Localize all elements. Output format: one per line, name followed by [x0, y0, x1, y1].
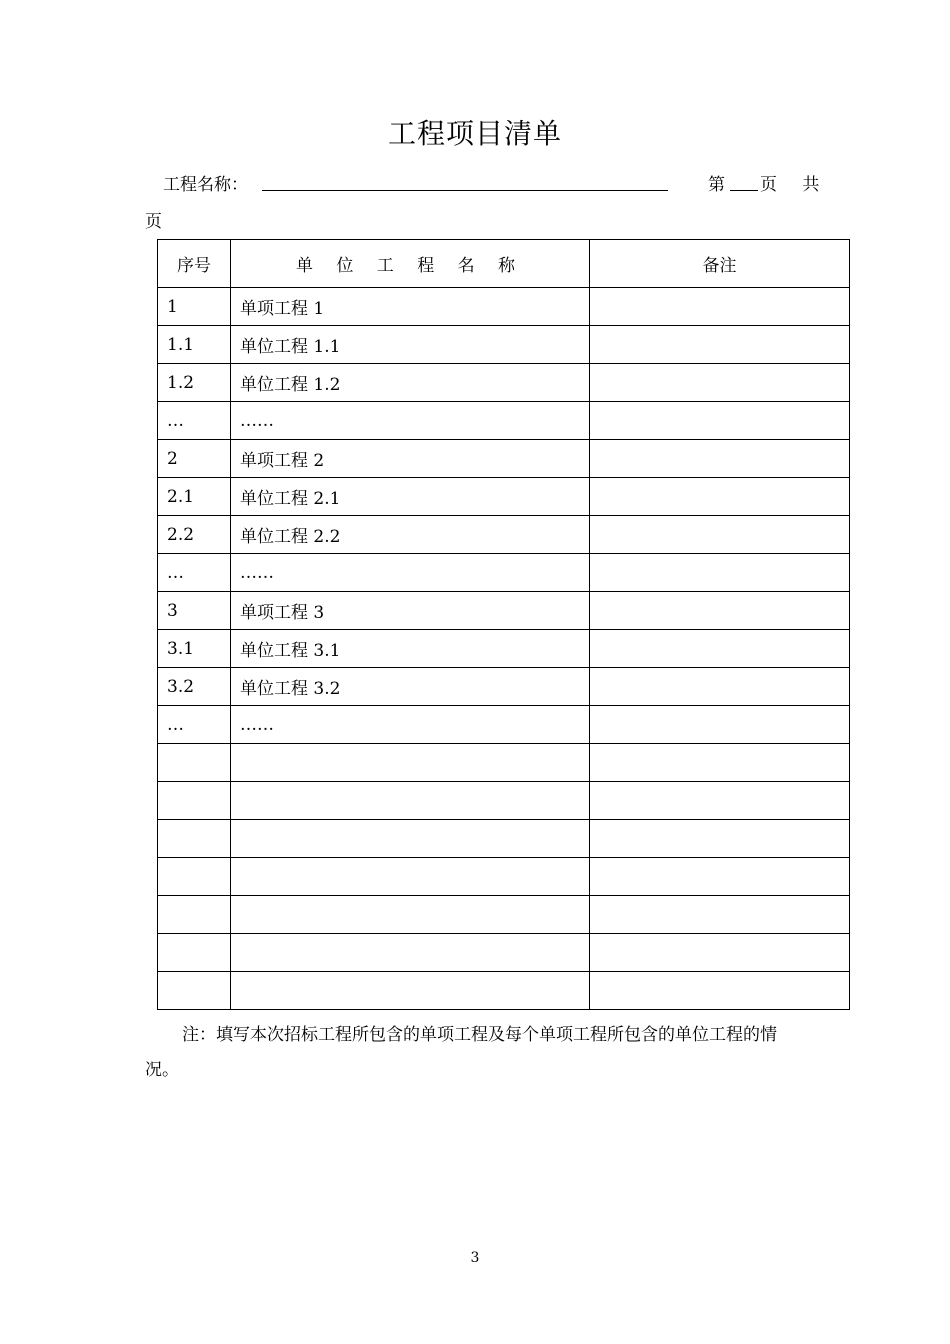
- cell-remarks[interactable]: [590, 364, 850, 402]
- cell-serial[interactable]: …: [158, 402, 231, 440]
- document-title: 工程项目清单: [387, 117, 562, 150]
- page-label-ye-gong: 页 共: [760, 175, 830, 195]
- cell-unit-name[interactable]: 单位工程 2.2: [231, 516, 590, 554]
- header-serial: 序号: [158, 240, 231, 288]
- table-row: [158, 478, 850, 516]
- cell-unit-name[interactable]: 单位工程 2.1: [231, 478, 590, 516]
- header-remarks: 备注: [590, 240, 850, 288]
- table-row: [158, 934, 850, 972]
- cell-serial[interactable]: [158, 858, 231, 896]
- table-row: [158, 554, 850, 592]
- cell-remarks[interactable]: [590, 554, 850, 592]
- cell-unit-name[interactable]: ……: [231, 554, 590, 592]
- table-row: [158, 858, 850, 896]
- table-row: [158, 706, 850, 744]
- page-number: 3: [470, 1250, 480, 1266]
- note-text: 注：填写本次招标工程所包含的单项工程及每个单项工程所包含的单位工程的情况。: [145, 1025, 777, 1080]
- table-row: [158, 516, 850, 554]
- cell-remarks[interactable]: [590, 440, 850, 478]
- cell-serial[interactable]: 3: [158, 592, 231, 630]
- cell-unit-name[interactable]: [231, 782, 590, 820]
- cell-remarks[interactable]: [590, 744, 850, 782]
- cell-serial[interactable]: 1: [158, 288, 231, 326]
- cell-unit-name[interactable]: [231, 744, 590, 782]
- page-number-blank[interactable]: [730, 190, 758, 191]
- table-row: [158, 630, 850, 668]
- cell-serial[interactable]: [158, 744, 231, 782]
- cell-serial[interactable]: 2: [158, 440, 231, 478]
- cell-unit-name[interactable]: [231, 896, 590, 934]
- table-header-row: [158, 240, 850, 288]
- cell-unit-name[interactable]: 单位工程 3.2: [231, 668, 590, 706]
- project-name-field[interactable]: [262, 190, 668, 191]
- table-row: [158, 896, 850, 934]
- table-row: [158, 668, 850, 706]
- cell-remarks[interactable]: [590, 820, 850, 858]
- table-row: [158, 744, 850, 782]
- table-row: [158, 592, 850, 630]
- cell-remarks[interactable]: [590, 972, 850, 1010]
- cell-serial[interactable]: 1.2: [158, 364, 231, 402]
- cell-remarks[interactable]: [590, 858, 850, 896]
- cell-remarks[interactable]: [590, 326, 850, 364]
- cell-unit-name[interactable]: [231, 934, 590, 972]
- cell-serial[interactable]: [158, 972, 231, 1010]
- cell-unit-name[interactable]: ……: [231, 402, 590, 440]
- cell-unit-name[interactable]: 单位工程 1.1: [231, 326, 590, 364]
- table-row: [158, 402, 850, 440]
- cell-unit-name[interactable]: 单项工程 2: [231, 440, 590, 478]
- project-name-label: 工程名称：: [163, 175, 248, 195]
- table-row: [158, 782, 850, 820]
- cell-unit-name[interactable]: [231, 820, 590, 858]
- cell-serial[interactable]: …: [158, 554, 231, 592]
- cell-serial[interactable]: [158, 896, 231, 934]
- cell-remarks[interactable]: [590, 706, 850, 744]
- cell-serial[interactable]: [158, 820, 231, 858]
- cell-unit-name[interactable]: 单位工程 1.2: [231, 364, 590, 402]
- cell-remarks[interactable]: [590, 630, 850, 668]
- cell-serial[interactable]: [158, 934, 231, 972]
- cell-remarks[interactable]: [590, 516, 850, 554]
- page-label-ye-wrap: 页: [145, 212, 162, 232]
- cell-remarks[interactable]: [590, 478, 850, 516]
- cell-unit-name[interactable]: [231, 858, 590, 896]
- cell-serial[interactable]: [158, 782, 231, 820]
- cell-remarks[interactable]: [590, 668, 850, 706]
- header-unit-name: 单 位 工 程 名 称: [231, 240, 590, 288]
- cell-serial[interactable]: 3.1: [158, 630, 231, 668]
- cell-remarks[interactable]: [590, 782, 850, 820]
- cell-unit-name[interactable]: ……: [231, 706, 590, 744]
- cell-serial[interactable]: 1.1: [158, 326, 231, 364]
- cell-remarks[interactable]: [590, 288, 850, 326]
- cell-unit-name[interactable]: 单位工程 3.1: [231, 630, 590, 668]
- table-row: [158, 364, 850, 402]
- page-label-di: 第: [708, 175, 725, 195]
- table-row: [158, 440, 850, 478]
- cell-serial[interactable]: 2.2: [158, 516, 231, 554]
- cell-remarks[interactable]: [590, 592, 850, 630]
- cell-unit-name[interactable]: [231, 972, 590, 1010]
- cell-serial[interactable]: …: [158, 706, 231, 744]
- table-row: [158, 972, 850, 1010]
- cell-remarks[interactable]: [590, 402, 850, 440]
- cell-remarks[interactable]: [590, 934, 850, 972]
- cell-serial[interactable]: 2.1: [158, 478, 231, 516]
- table-row: [158, 326, 850, 364]
- table-row: [158, 288, 850, 326]
- cell-remarks[interactable]: [590, 896, 850, 934]
- cell-serial[interactable]: 3.2: [158, 668, 231, 706]
- cell-unit-name[interactable]: 单项工程 3: [231, 592, 590, 630]
- table-row: [158, 820, 850, 858]
- project-list-table: [157, 239, 850, 1010]
- cell-unit-name[interactable]: 单项工程 1: [231, 288, 590, 326]
